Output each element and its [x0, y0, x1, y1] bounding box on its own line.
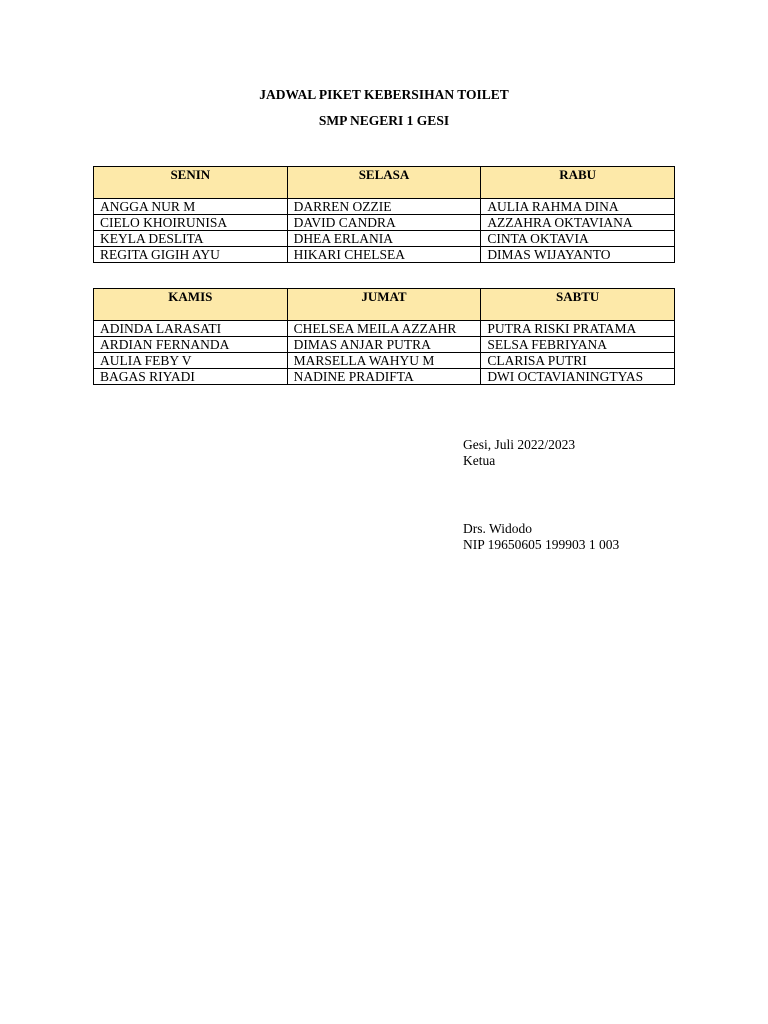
- table-header-row: [94, 289, 675, 321]
- table-cell: DIMAS ANJAR PUTRA: [287, 337, 481, 353]
- table-row: [94, 199, 675, 215]
- table-cell: REGITA GIGIH AYU: [94, 247, 288, 263]
- table-cell: MARSELLA WAHYU M: [287, 353, 481, 369]
- table-row: [94, 321, 675, 337]
- table-cell: CHELSEA MEILA AZZAHR: [287, 321, 481, 337]
- table-cell: AULIA RAHMA DINA: [481, 199, 675, 215]
- signature-name: Drs. Widodo: [463, 521, 532, 536]
- schedule-table-thu-sat: [93, 288, 675, 385]
- table-cell: ADINDA LARASATI: [94, 321, 288, 337]
- table-cell: DHEA ERLANIA: [287, 231, 481, 247]
- table-row: [94, 353, 675, 369]
- table-cell: BAGAS RIYADI: [94, 369, 288, 385]
- table-row: [94, 215, 675, 231]
- table-row: [94, 337, 675, 353]
- column-header-rabu: RABU: [481, 167, 675, 199]
- table-cell: SELSA FEBRIYANA: [481, 337, 675, 353]
- table-cell: CINTA OKTAVIA: [481, 231, 675, 247]
- table-row: [94, 369, 675, 385]
- table-header-row: [94, 167, 675, 199]
- document-title: JADWAL PIKET KEBERSIHAN TOILET: [259, 87, 509, 102]
- table-cell: DARREN OZZIE: [287, 199, 481, 215]
- table-cell: AZZAHRA OKTAVIANA: [481, 215, 675, 231]
- column-header-jumat: JUMAT: [287, 289, 481, 321]
- school-name: SMP NEGERI 1 GESI: [318, 113, 450, 128]
- signature-place-date: Gesi, Juli 2022/2023: [463, 437, 576, 452]
- signature-nip: NIP 19650605 199903 1 003: [463, 537, 620, 552]
- column-header-sabtu: SABTU: [481, 289, 675, 321]
- table-cell: HIKARI CHELSEA: [287, 247, 481, 263]
- column-header-senin: SENIN: [94, 167, 288, 199]
- table-cell: AULIA FEBY V: [94, 353, 288, 369]
- table-row: [94, 247, 675, 263]
- table-cell: CLARISA PUTRI: [481, 353, 675, 369]
- table-cell: DAVID CANDRA: [287, 215, 481, 231]
- table-cell: ANGGA NUR M: [94, 199, 288, 215]
- table-cell: CIELO KHOIRUNISA: [94, 215, 288, 231]
- table-cell: PUTRA RISKI PRATAMA: [481, 321, 675, 337]
- table-cell: NADINE PRADIFTA: [287, 369, 481, 385]
- table-cell: DIMAS WIJAYANTO: [481, 247, 675, 263]
- table-cell: KEYLA DESLITA: [94, 231, 288, 247]
- table-row: [94, 231, 675, 247]
- schedule-table-mon-wed: [93, 166, 675, 263]
- table-cell: ARDIAN FERNANDA: [94, 337, 288, 353]
- signature-role: Ketua: [463, 453, 496, 468]
- column-header-selasa: SELASA: [287, 167, 481, 199]
- table-cell: DWI OCTAVIANINGTYAS: [481, 369, 675, 385]
- column-header-kamis: KAMIS: [94, 289, 288, 321]
